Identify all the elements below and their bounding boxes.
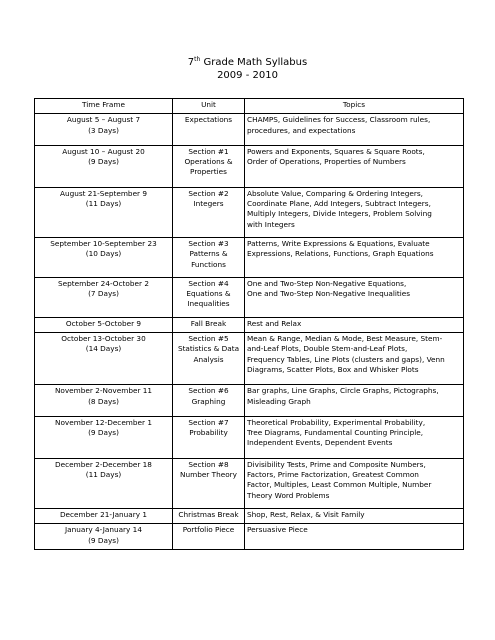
topics-line: Frequency Tables, Line Plots (clusters and gaps), Venn: [247, 354, 445, 364]
topics-cell: [245, 237, 464, 277]
table-row: [35, 416, 464, 458]
topics-line: with Integers: [247, 219, 295, 229]
syllabus-table: [34, 98, 464, 550]
time-frame-line: August 5 – August 7: [66, 115, 141, 125]
time-frame-cell: [35, 416, 173, 458]
unit-line: Operations &: [184, 157, 233, 167]
table-row: [35, 277, 464, 317]
topics-line: Theory Word Problems: [247, 490, 330, 500]
topics-line: Persuasive Piece: [247, 525, 308, 535]
topics-line: Expressions, Relations, Functions, Graph Equations: [247, 249, 434, 259]
table-row: [35, 237, 464, 277]
unit-line: Statistics & Data: [177, 344, 240, 354]
topics-line: Coordinate Plane, Add Integers, Subtract Integers,: [247, 199, 431, 209]
header-time-frame: Time Frame: [35, 99, 173, 114]
unit-cell: [173, 458, 245, 508]
unit-line: Section #7: [188, 417, 229, 427]
unit-line: Number Theory: [180, 470, 237, 480]
time-frame-line: (9 Days): [88, 157, 119, 167]
topics-line: Shop, Rest, Relax, & Visit Family: [247, 509, 365, 519]
unit-line: Inequalities: [187, 299, 230, 309]
time-frame-cell: [35, 187, 173, 237]
time-frame-line: (11 Days): [85, 470, 122, 480]
table-row: [35, 187, 464, 237]
unit-cell: [173, 187, 245, 237]
unit-cell: [173, 114, 245, 146]
time-frame-cell: [35, 524, 173, 550]
time-frame-line: December 2-December 18: [55, 459, 152, 469]
topics-line: Tree Diagrams, Fundamental Counting Principle,: [247, 428, 424, 438]
document-title: [0, 56, 495, 82]
table-row: [35, 524, 464, 550]
time-frame-line: (7 Days): [88, 289, 119, 299]
table-row: [35, 385, 464, 417]
time-frame-cell: [35, 508, 173, 523]
unit-cell: [173, 333, 245, 385]
topics-line: Patterns, Write Expressions & Equations, Evaluate: [247, 238, 430, 248]
table-row: [35, 114, 464, 146]
time-frame-line: (10 Days): [85, 249, 122, 259]
time-frame-line: November 2-November 11: [54, 386, 153, 396]
topics-line: Rest and Relax: [247, 318, 302, 328]
topics-line: Independent Events, Dependent Events: [247, 438, 393, 448]
topics-line: Factors, Prime Factorization, Greatest Common: [247, 470, 419, 480]
time-frame-line: (11 Days): [85, 199, 122, 209]
time-frame-line: (8 Days): [88, 396, 119, 406]
unit-line: Properties: [190, 167, 227, 177]
topics-line: Multiply Integers, Divide Integers, Problem Solving: [247, 209, 432, 219]
title-superscript: th: [194, 56, 201, 63]
unit-line: Section #1: [188, 146, 229, 156]
unit-cell: [173, 524, 245, 550]
topics-line: Powers and Exponents, Squares & Square Roots,: [247, 146, 425, 156]
topics-cell: [245, 333, 464, 385]
topics-line: CHAMPS, Guidelines for Success, Classroom rules,: [247, 115, 431, 125]
time-frame-line: (9 Days): [88, 428, 119, 438]
topics-line: Factor, Multiples, Least Common Multiple, Number: [247, 480, 432, 490]
table-row: [35, 317, 464, 332]
time-frame-cell: [35, 145, 173, 187]
unit-line: Patterns &: [189, 249, 228, 259]
header-unit: Unit: [173, 99, 245, 114]
time-frame-line: (14 Days): [85, 344, 122, 354]
unit-line: Section #5: [188, 334, 229, 344]
topics-cell: [245, 114, 464, 146]
table-row: [35, 145, 464, 187]
time-frame-line: September 10-September 23: [50, 238, 157, 248]
time-frame-cell: [35, 114, 173, 146]
unit-line: Christmas Break: [178, 509, 239, 519]
time-frame-line: October 5-October 9: [65, 318, 142, 328]
unit-line: Section #4: [188, 278, 229, 288]
time-frame-cell: [35, 333, 173, 385]
topics-line: Order of Operations, Properties of Numbers: [247, 157, 406, 167]
unit-line: Fall Break: [190, 318, 227, 328]
table-row: [35, 508, 464, 523]
table-row: [35, 458, 464, 508]
topics-line: One and Two-Step Non-Negative Equations,: [247, 278, 407, 288]
unit-cell: [173, 277, 245, 317]
syllabus-title: [0, 56, 495, 69]
topics-line: Bar graphs, Line Graphs, Circle Graphs, Pictographs,: [247, 386, 439, 396]
unit-line: Functions: [191, 259, 226, 269]
topics-line: and-Leaf Plots, Double Stem-and-Leaf Plots,: [247, 344, 408, 354]
unit-line: Section #8: [188, 459, 229, 469]
topics-line: Theoretical Probability, Experimental Probability,: [247, 417, 426, 427]
topics-line: Absolute Value, Comparing & Ordering Integers,: [247, 188, 423, 198]
topics-cell: [245, 145, 464, 187]
topics-line: Mean & Range, Median & Mode, Best Measure, Stem-: [247, 334, 443, 344]
topics-cell: [245, 187, 464, 237]
topics-line: Misleading Graph: [247, 396, 311, 406]
topics-cell: [245, 277, 464, 317]
unit-cell: [173, 317, 245, 332]
header-row: [35, 99, 464, 114]
time-frame-line: November 12-December 1: [55, 417, 152, 427]
unit-cell: [173, 385, 245, 417]
title-text: Grade Math Syllabus: [200, 57, 308, 68]
header-topics: Topics: [245, 99, 464, 114]
unit-line: Expectations: [184, 115, 233, 125]
topics-cell: [245, 317, 464, 332]
time-frame-line: August 10 – August 20: [62, 146, 145, 156]
unit-line: Probability: [189, 428, 228, 438]
unit-line: Section #2: [188, 188, 229, 198]
time-frame-cell: [35, 277, 173, 317]
time-frame-line: September 24-October 2: [58, 278, 149, 288]
unit-line: Analysis: [193, 354, 224, 364]
title-grade: 7: [187, 57, 195, 68]
unit-cell: [173, 237, 245, 277]
time-frame-line: December 21-January 1: [59, 509, 148, 519]
unit-cell: [173, 508, 245, 523]
topics-cell: [245, 385, 464, 417]
time-frame-cell: [35, 385, 173, 417]
unit-line: Integers: [193, 199, 224, 209]
topics-cell: [245, 524, 464, 550]
unit-line: Equations &: [186, 289, 231, 299]
time-frame-cell: [35, 458, 173, 508]
topics-line: Diagrams, Scatter Plots, Box and Whisker Plots: [247, 364, 419, 374]
topics-cell: [245, 416, 464, 458]
unit-line: Section #6: [188, 386, 229, 396]
time-frame-line: August 21-September 9: [59, 188, 148, 198]
time-frame-cell: [35, 317, 173, 332]
school-year: 2009 - 2010: [217, 70, 278, 81]
table-row: [35, 333, 464, 385]
unit-line: Section #3: [188, 238, 229, 248]
topics-cell: [245, 458, 464, 508]
time-frame-line: (9 Days): [88, 535, 119, 545]
unit-line: Portfolio Piece: [182, 525, 235, 535]
topics-line: procedures, and expectations: [247, 125, 356, 135]
topics-cell: [245, 508, 464, 523]
time-frame-line: (3 Days): [88, 125, 119, 135]
topics-line: One and Two-Step Non-Negative Inequalities: [247, 289, 411, 299]
time-frame-line: October 13-October 30: [61, 334, 146, 344]
topics-line: Divisibility Tests, Prime and Composite Numbers,: [247, 459, 426, 469]
time-frame-line: January 4-January 14: [65, 525, 142, 535]
unit-line: Graphing: [191, 396, 226, 406]
unit-cell: [173, 145, 245, 187]
unit-cell: [173, 416, 245, 458]
time-frame-cell: [35, 237, 173, 277]
